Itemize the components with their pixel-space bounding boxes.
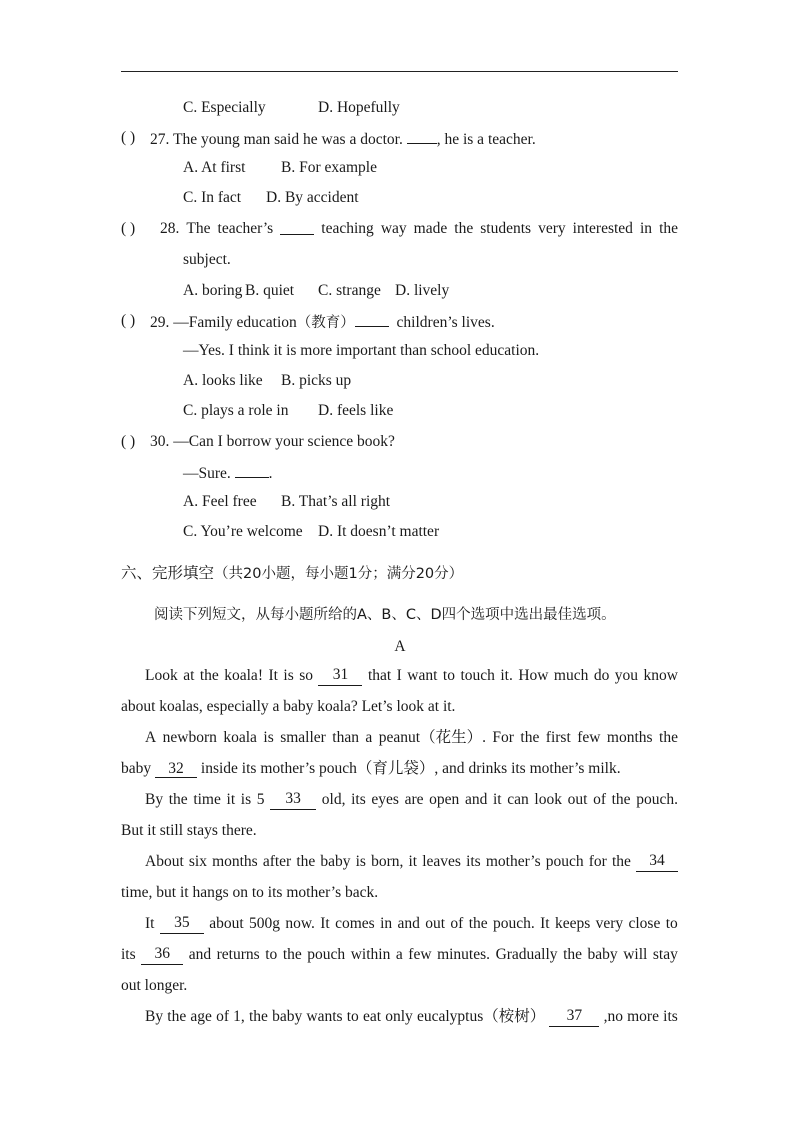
question-stem: 27. The young man said he was a doctor. [150,131,403,148]
word: I [396,667,402,684]
option: D. By accident [266,189,359,206]
word: and [442,760,465,777]
option: A. looks like [183,372,263,389]
word: its [511,760,526,777]
passage-line-2: about koalas, especially a baby koala? Let’s look at it. [121,698,456,715]
question-stem-end: children’s lives. [396,314,495,331]
word: smaller [280,729,326,746]
word: old, [321,791,346,808]
word: eat [362,1008,382,1025]
word: minutes. [437,946,491,963]
word: keeps [554,915,591,932]
word: It [268,667,278,684]
numbered-blank: 34 [636,852,678,872]
word: Gradually [495,946,558,963]
word: age [190,1008,212,1025]
option: B. For example [281,159,377,176]
word: want [407,667,438,684]
word: its [351,791,366,808]
word: the [611,791,631,808]
section-heading [121,563,463,584]
word: koala! [224,667,263,684]
option: D. feels like [318,402,394,419]
word: pouch. [492,915,535,932]
passage-line-5 [145,790,678,810]
word: only [385,1008,413,1025]
answer-parentheses[interactable]: ( ) [121,433,136,450]
word: It [145,915,155,932]
word: that [367,667,392,684]
question-stem: 29. —Family education [150,314,297,331]
word: six [188,853,207,870]
word: comes [335,915,375,932]
question-text-cont: subject. [183,251,231,268]
answer-parentheses[interactable]: ( ) [121,220,136,237]
word: peanut（花生）. [378,729,486,746]
word: of [593,791,606,808]
word: out [567,791,588,808]
option: A. Feel free [183,493,257,510]
response-end: . [268,465,273,482]
word: can [507,791,529,808]
option: D. lively [395,282,450,299]
word: mother’s [485,853,541,870]
word: to [665,915,678,932]
word: its [241,760,257,777]
word: is [263,729,274,746]
word: eucalyptus（桉树） [416,1008,546,1025]
word: after [262,853,292,870]
word: open [429,791,460,808]
option: C. In fact [183,189,242,206]
response-text: —Sure. [183,465,231,482]
answer-blank [407,128,437,144]
word: the [454,220,474,237]
word: stay [652,946,678,963]
word: its [466,853,481,870]
numbered-blank: 31 [318,666,362,686]
numbered-blank: 33 [270,790,316,810]
word: you [614,667,639,684]
word: are [404,791,424,808]
word: to [442,667,455,684]
question-text [160,219,678,239]
word: pouch [307,946,346,963]
word: mother’s [260,760,316,777]
word: teacher’s [217,220,274,237]
word: its [663,1008,678,1025]
word: baby [272,1008,303,1025]
word: How [518,667,549,684]
word: the [611,853,631,870]
word: It [320,915,330,932]
dialogue-response [183,462,273,484]
answer-blank [280,219,314,235]
word: look [534,791,562,808]
word: of [450,915,464,932]
word: and [464,791,488,808]
instruction-text: 阅读下列短文，从每小题所给的A、B、C、D四个选项中选出最佳选项。 [154,607,616,623]
word: do [593,667,610,684]
word: and [397,915,420,932]
word: close [628,915,661,932]
word: to [346,1008,359,1025]
word: it [492,791,502,808]
passage-label: A [394,638,406,655]
word: pouch [545,853,584,870]
word: in [639,220,653,237]
word: mother’s [529,760,585,777]
option: B. picks up [281,372,352,389]
word: eyes [371,791,399,808]
passage-line-6: But it still stays there. [121,822,257,839]
dialogue-response: —Yes. I think it is more important than school education. [183,342,540,359]
chinese-gloss: （教育） [296,315,355,331]
word: interested [572,220,633,237]
word: know [643,667,678,684]
word: milk. [588,760,621,777]
word: in [380,915,393,932]
word: about [209,915,244,932]
word: By [145,791,164,808]
option: B. That’s all right [281,493,391,510]
word: 5 [256,791,265,808]
word: For [492,729,514,746]
word: very [538,220,566,237]
question-text [150,311,495,333]
word: first [545,729,571,746]
question-text [150,128,536,150]
word: returns [216,946,260,963]
numbered-blank: 37 [549,1007,599,1027]
word: pouch（育儿袋）, [319,760,439,777]
numbered-blank: 32 [155,760,197,778]
word: the [659,729,678,746]
answer-parentheses[interactable]: ( ) [121,312,136,329]
word: within [350,946,391,963]
section-instruction [154,605,616,625]
question-text: 30. —Can I borrow your science book? [150,433,395,450]
answer-parentheses[interactable]: ( ) [121,129,136,146]
word: is [355,853,366,870]
word: few [577,729,601,746]
word: and [188,946,212,963]
word: the [296,853,316,870]
word: of [216,1008,229,1025]
passage-line-4 [121,759,678,779]
word: the [659,220,678,237]
word: the [282,946,302,963]
word: much [553,667,589,684]
word: baby [320,853,351,870]
passage-line-3 [145,728,678,748]
option: C. Especially [183,99,266,116]
word: a [365,729,373,746]
word: a [395,946,403,963]
word: baby [587,946,618,963]
word: made [413,220,448,237]
word: A [145,729,157,746]
word: will [623,946,648,963]
passage-line-1 [145,666,678,686]
word: is [240,791,252,808]
word: few [408,946,432,963]
word: more [627,1008,659,1025]
word: the [199,667,219,684]
word: students [480,220,532,237]
word: months [212,853,258,870]
word: way [380,220,407,237]
word: the [520,729,540,746]
word: Look [145,667,178,684]
word: koala [223,729,257,746]
answer-blank [355,311,389,327]
question-stem-end: , he is a teacher. [436,131,536,148]
word: months [606,729,653,746]
word: touch [460,667,495,684]
passage-line-8: time, but it hangs on to its mother’s back. [121,884,379,901]
word: the [468,915,488,932]
word: pouch. [636,791,678,808]
word: It [540,915,550,932]
word: teaching [321,220,374,237]
passage-line-10 [121,945,678,965]
word: at [183,667,195,684]
numbered-blank: 35 [160,914,204,934]
word: 1, [233,1008,245,1025]
passage-line-12 [145,1007,678,1027]
option: C. plays a role in [183,402,289,419]
word: ,no [603,1008,623,1025]
word: born, [371,853,404,870]
word: so [299,667,313,684]
word: it [408,853,418,870]
option: A. boring [183,282,243,299]
numbered-blank: 36 [141,945,183,965]
answer-blank [235,462,269,478]
section-title: 六、完形填空 [121,564,215,582]
option: D. Hopefully [318,99,400,116]
word: baby [121,760,152,777]
word: 28. [160,220,180,237]
passage-line-11: out longer. [121,977,188,994]
word: very [595,915,624,932]
word: The [186,220,211,237]
word: now. [285,915,315,932]
option: C. strange [318,282,381,299]
passage-line-7 [145,852,678,872]
word: newborn [162,729,217,746]
option: B. quiet [245,282,295,299]
word: to [265,946,278,963]
word: About [145,853,184,870]
word: for [588,853,607,870]
word: it. [500,667,513,684]
word: out [425,915,446,932]
word: 500g [248,915,280,932]
option: D. It doesn’t matter [318,523,440,540]
option: C. You’re welcome [183,523,303,540]
word: By [145,1008,164,1025]
header-rule [121,71,678,72]
word: the [248,1008,268,1025]
word: drinks [468,760,508,777]
word: is [283,667,294,684]
word: the [168,791,188,808]
passage-line-9 [145,914,678,934]
word: leaves [422,853,461,870]
word: the [563,946,583,963]
word: time [193,791,221,808]
word: it [226,791,236,808]
section-note: （共20小题，每小题1分；满分20分） [214,566,464,582]
word: its [121,946,136,963]
word: the [167,1008,187,1025]
word: inside [200,760,238,777]
option: A. At first [183,159,246,176]
word: wants [306,1008,343,1025]
word: than [332,729,359,746]
